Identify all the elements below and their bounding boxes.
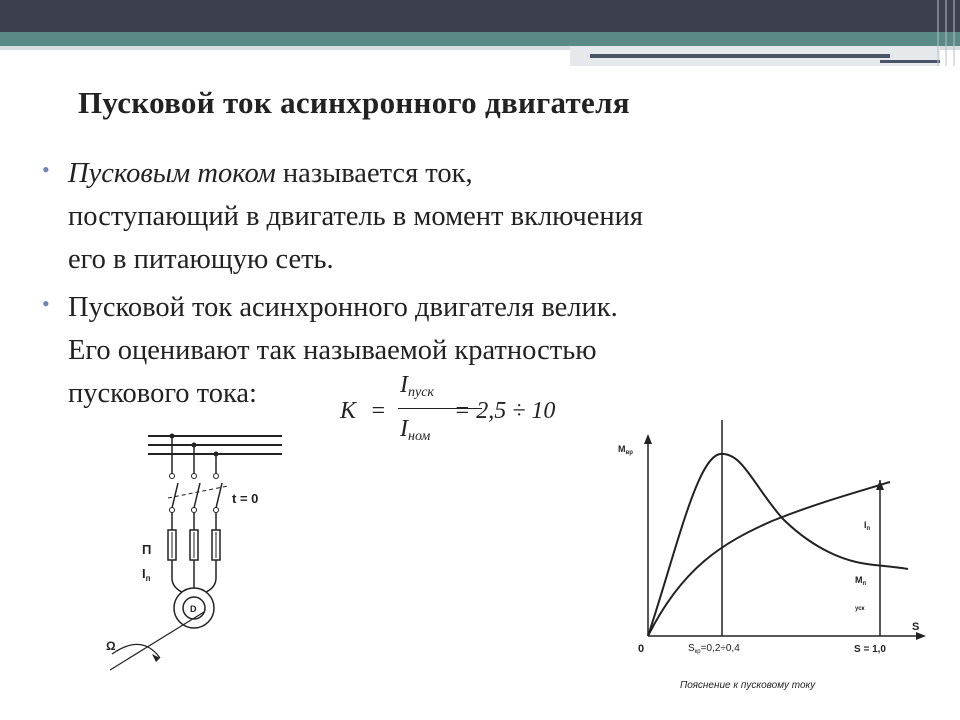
switch-blade <box>216 483 222 508</box>
denominator-main: I <box>400 416 408 442</box>
graph-caption: Пояснение к пусковому току <box>680 680 816 691</box>
denominator-sub: ном <box>408 429 431 444</box>
y-axis-label-main: M <box>618 444 626 454</box>
formula-rhs: = 2,5 ÷ 10 <box>454 398 556 424</box>
starting-current-main: I <box>864 520 867 530</box>
slide-top-bar <box>0 0 960 32</box>
critical-slip-range: =0,2÷0,4 <box>700 643 740 654</box>
current-label-main: I <box>142 566 146 581</box>
motor-circuit-diagram <box>92 428 292 698</box>
bullet-line: его в питающую сеть. <box>68 244 334 275</box>
starting-current-label <box>864 520 871 532</box>
rotation-arrow <box>112 644 160 658</box>
numerator-main: I <box>400 372 408 398</box>
bullet-line: поступающий в двигатель в момент включения <box>68 201 643 232</box>
bullet-text: называется ток, <box>275 158 473 189</box>
current-label <box>142 566 151 583</box>
formula-equals: = <box>370 398 387 424</box>
y-axis-label-sub: вр <box>625 450 633 456</box>
formula-lhs: K <box>340 398 357 424</box>
formula-denominator <box>400 416 430 445</box>
omega-label: Ω <box>106 639 116 653</box>
emphasis-term: Пусковым током <box>68 158 276 189</box>
torque-curve <box>648 454 908 636</box>
numerator-sub: пуск <box>408 385 434 400</box>
starting-current-graph <box>602 418 932 678</box>
starting-torque-sub: п <box>862 581 867 587</box>
starting-torque-sub2: уск <box>855 606 865 612</box>
origin-label: 0 <box>638 643 645 655</box>
x-axis-arrowhead <box>916 632 926 640</box>
y-axis-arrowhead <box>644 434 652 444</box>
slide-teal-band <box>0 32 960 46</box>
critical-slip-label <box>688 643 740 655</box>
fuse-label: П <box>142 542 152 557</box>
switch-blade <box>194 483 200 508</box>
bullet-line: • Пусковой ток асинхронного двигателя велик. <box>68 292 618 323</box>
slide-corner-decoration <box>930 0 960 66</box>
wire <box>204 560 216 593</box>
motor-label: D <box>190 604 197 614</box>
starting-torque-label <box>855 575 867 587</box>
bullet-definition <box>68 152 928 281</box>
slide-title: Пусковой ток асинхронного двигателя <box>78 85 630 120</box>
starting-current-sub: п <box>866 526 871 532</box>
rotation-arrowhead <box>152 654 160 662</box>
critical-slip-sub: кр <box>694 649 701 655</box>
x-axis-label: S <box>912 621 920 633</box>
starting-torque-main: M <box>855 575 863 585</box>
slip-one-label: S = 1,0 <box>854 644 886 655</box>
current-label-sub: п <box>145 574 151 583</box>
wire <box>172 560 184 593</box>
slide-tab-strip <box>590 54 890 58</box>
multiplicity-formula <box>340 368 580 452</box>
switch-blade <box>172 483 178 508</box>
formula-numerator <box>400 372 434 401</box>
y-axis-label <box>618 444 633 456</box>
switch-time-label: t = 0 <box>232 491 259 506</box>
current-curve <box>648 482 890 636</box>
shaft-line <box>110 612 204 670</box>
bullet-line: Его оценивают так называемой кратностью <box>68 335 597 366</box>
bullet-line: пускового тока: <box>68 378 257 409</box>
bullet-line <box>68 152 928 195</box>
critical-slip-main: S <box>688 643 695 654</box>
